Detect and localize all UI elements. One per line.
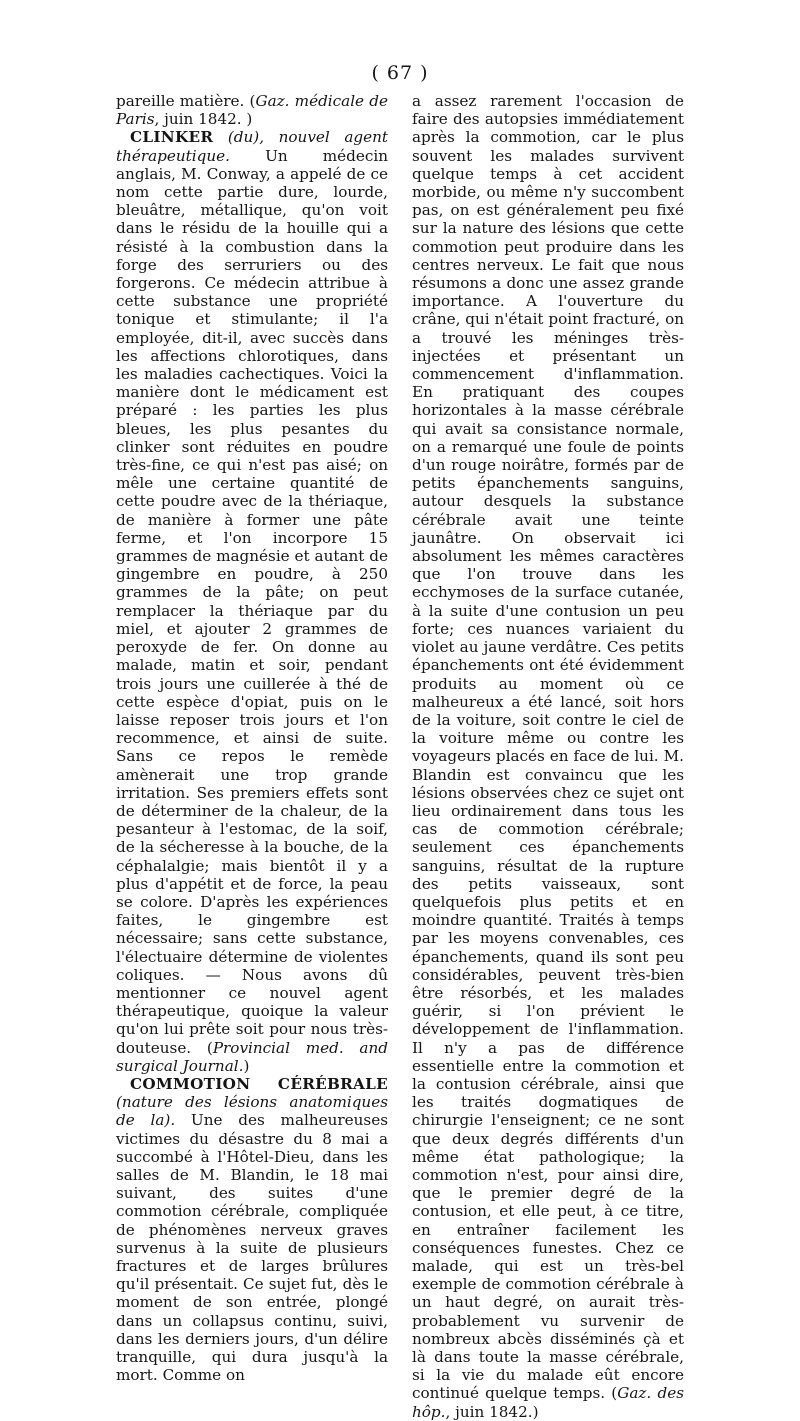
clinker-heading: CLINKER xyxy=(130,128,214,147)
commotion-article xyxy=(116,1075,388,1384)
commotion-body-start: Une des malheureuses victimes du désastre du 8 mai a succombé à l'Hôtel-Dieu, dans les salles de M. Blandin, le 18 mai suivant, des suites d'une commotion cérébrale, compliquée de phénomènes nerveux graves survenus à la suite de plusieurs fractures et de larges brûlures qu'il présentait. Ce sujet fut, dès le moment de son entrée, plongé dans un collapsus continu, suivi, dans les derniers jours, d'un délire tranquille, qui dura jusqu'à la mort. Comme on xyxy=(116,1111,389,1385)
clinker-source: Provincial med. and surgical Journal. xyxy=(116,1038,388,1075)
continuation-text: pareille matière. ( xyxy=(116,92,256,110)
commotion-body-continued: a assez rarement l'occasion de faire des autopsies immédiatement après la commotion, car le plus souvent les malades survivent quelque temps à cet accident morbide, ou même n'y succombent pas, on est généralement peu fixé sur la nature des lésions que cette commotion peut produire dans les centres nerveux. Le fait que nous résumons a donc une assez grande importance. A l'ouverture du crâne, qui n'était point fracturé, on a trouvé les méninges très-injectées et présentant un commencement d'inflammation. En pratiquant des coupes horizontales à la masse cérébrale qui avait sa consistance normale, on a remarqué une foule de points d'un rouge noirâtre, formés par de petits épanchements sanguins, autour desquels la substance cérébrale avait une teinte jaunâtre. On observait ici absolument les mêmes caractères que l'on trouve dans les ecchymoses de la surface cutanée, à la suite d'une contusion un peu forte; ces nuances variaient du violet au jaune verdâtre. Ces petits épanchements ont été évidemment produits au moment où ce malheureux a été lancé, soit hors de la voiture, soit contre le ciel de la voiture même ou contre les voyageurs placés en face de lui. M. Blandin est convaincu que les lésions observées chez ce sujet ont lieu ordinairement dans tous les cas de commotion cérébrale; seulement ces épanchements sanguins, résultat de la rupture des petits vaisseaux, sont quelquefois plus petits et en moindre quantité. Traités à temps par les moyens convenables, ces épanchements, quand ils sont peu considérables, peuvent très-bien être résorbés, et les malades guérir, si l'on prévient le développement de l'inflammation. Il n'y a pas de différence essentielle entre la commotion et la contusion cérébrale, ainsi que les traités dogmatiques de chirurgie l'enseignent; ce ne sont que deux degrés différents d'un même état pathologique; la commotion n'est, pour ainsi dire, que le premier degré de la contusion, et elle peut, à ce titre, en entraîner facilement les conséquences funestes. Chez ce malade, qui est un très-bel exemple de commotion cérébrale à un haut degré, on aurait très-probablement vu survenir de nombreux abcès disséminés çà et là dans toute la masse cérébrale, si la vie du malade eût encore continué quelque temps. ( xyxy=(412,92,684,1403)
page-number: ( 67 ) xyxy=(371,62,429,84)
clinker-source-end: ) xyxy=(243,1056,250,1075)
commotion-subtitle: (nature des lésions anatomiques de la). xyxy=(116,1093,388,1130)
clinker-du: (du), xyxy=(213,128,279,147)
commotion-heading: COMMOTION CÉRÉBRALE xyxy=(130,1074,388,1093)
commotion-source-date: , juin 1842.) xyxy=(445,1402,539,1421)
continuation-date: , juin 1842. ) xyxy=(154,110,253,129)
commotion-source: Gaz. des hôp. xyxy=(412,1384,684,1421)
commotion-article-continued xyxy=(412,92,684,1421)
continuation-source: Gaz. médicale de Paris xyxy=(116,92,388,129)
clinker-article xyxy=(116,128,388,1075)
clinker-body: Un médecin anglais, M. Conway, a appelé de ce nom cette partie dure, lourde, bleuâtre, métallique, qu'on voit dans le résidu de la houille qui a résisté à la combustion dans la forge des serruriers ou des forgerons. Ce médecin attribue à cette substance une propriété tonique et stimulante; il l'a employée, dit-il, avec succès dans les affections chlorotiques, dans les maladies cachectiques. Voici la manière dont le médicament est préparé : les parties les plus bleues, les plus pesantes du clinker sont réduites en poudre très-fine, ce qui n'est pas aisé; on mêle une certaine quantité de cette poudre avec de la thériaque, de manière à former une pâte ferme, et l'on incorpore 15 grammes de magnésie et autant de gingembre en poudre, à 250 grammes de la pâte; on peut remplacer la thériaque par du miel, et ajouter 2 grammes de peroxyde de fer. On donne au malade, matin et soir, pendant trois jours une cuillerée à thé de cette espèce d'opiat, puis on le laisse reposer trois jours et l'on recommence, et ainsi de suite. Sans ce repos le remède amènerait une trop grande irritation. Ses premiers effets sont de déterminer de la chaleur, de la pesanteur à l'estomac, de la soif, de la sécheresse à la bouche, de la céphalalgie; mais bientôt il y a plus d'appétit et de force, la peau se colore. D'après les expériences faites, le gingembre est nécessaire; sans cette substance, l'électuaire détermine de violentes coliques. — Nous avons dû mentionner ce nouvel agent thérapeutique, quoique la valeur qu'on lui prête soit pour nous très-douteuse. ( xyxy=(116,146,388,1057)
right-column xyxy=(412,92,684,1421)
clinker-subtitle: nouvel agent thérapeutique. xyxy=(116,128,388,165)
continuation-paragraph xyxy=(116,92,388,128)
left-column xyxy=(116,92,388,1384)
